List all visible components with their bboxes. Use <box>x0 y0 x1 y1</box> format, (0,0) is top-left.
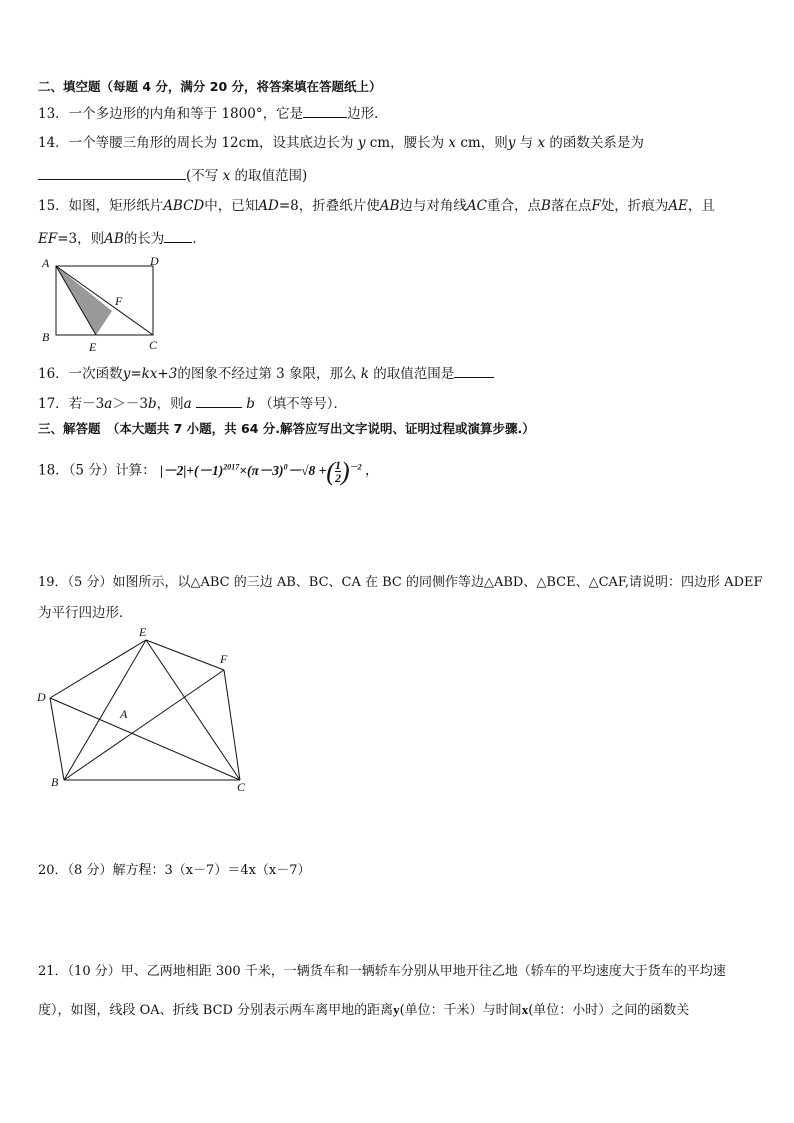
q15-text-6: 落在点 <box>550 198 592 214</box>
q17-text-d: （填不等号）． <box>259 396 347 412</box>
question-20: 20．（8 分）解方程：3（x－7）＝4x（x－7） <box>38 863 311 878</box>
q14-line2-b: 的取值范围) <box>234 168 308 184</box>
question-17 <box>38 394 347 413</box>
section-2-title: 二、填空题（每题 4 分，满分 20 分，将答案填在答题纸上） <box>38 79 382 94</box>
q16-answer-blank[interactable] <box>454 364 494 378</box>
q15-text-3: =8，折叠纸片使 <box>278 198 380 214</box>
question-14 <box>38 134 644 152</box>
q15-text-9: =3，则 <box>57 231 105 247</box>
q14-text-d: 与 <box>519 135 534 151</box>
q18-exp-1: 2017 <box>223 462 240 471</box>
question-13 <box>38 104 388 123</box>
q18-exp-2: 0 <box>283 462 288 471</box>
q14-var-x: x <box>448 135 457 151</box>
q18-part-1: |－2|+(－1) <box>160 462 224 478</box>
q14-var-x2: x <box>537 135 546 151</box>
question-16 <box>38 364 494 383</box>
q19-label-d: D <box>37 690 46 704</box>
q16-text-c: 的取值范围是 <box>373 366 455 382</box>
q15-label-d: D <box>150 254 159 268</box>
q15-abcd: ABCD <box>163 198 205 214</box>
question-15-line2 <box>38 229 206 248</box>
q15-text-1: 15．如图，矩形纸片 <box>38 198 164 214</box>
q19-parallelogram-figure <box>30 622 260 800</box>
question-14-line2 <box>38 166 307 185</box>
q17-text-a: 17．若－3 <box>38 396 105 412</box>
q17-a2: a <box>183 396 192 412</box>
q15-ef: EF <box>38 231 58 247</box>
q19-label-c: C <box>237 780 246 794</box>
question-21: 21．（10 分）甲、乙两地相距 300 千米，一辆货车和一辆轿车分别从甲地开往乙地（轿车的平均速度大于货车的平均速 <box>38 964 726 979</box>
q19-segment-bf <box>64 670 224 780</box>
q21-var-x: x <box>521 1002 529 1017</box>
q13-answer-blank[interactable] <box>303 104 347 118</box>
q14-line2-var: x <box>222 168 231 184</box>
q19-segment-fc <box>224 670 240 780</box>
q16-function: y=kx+3 <box>122 366 178 382</box>
q16-text-a: 16．一次函数 <box>38 366 123 382</box>
q16-k: k <box>360 366 369 382</box>
q15-text-4: 边与对角线 <box>399 198 467 214</box>
q15-text-7: 处，折痕为 <box>600 198 669 214</box>
q15-label-a: A <box>42 256 50 270</box>
q17-answer-blank[interactable] <box>196 394 242 408</box>
q18-label: 18．（5 分）计算： <box>38 462 156 479</box>
q16-text-b: 的图象不经过第 3 象限，那么 <box>177 366 357 382</box>
q15-ad: AD <box>258 198 279 214</box>
q15-text-5: 重合，点 <box>487 198 542 214</box>
q19-segment-ef <box>146 640 224 670</box>
q14-var-y2: y <box>507 135 516 151</box>
q19-segment-dc <box>50 698 240 780</box>
q14-text-b: cm，腰长为 <box>369 135 445 151</box>
q17-text-b: ＞－3 <box>112 396 148 412</box>
q15-label-f: F <box>115 294 123 308</box>
q15-ae: AE <box>668 198 688 214</box>
q15-shaded-triangle <box>56 266 112 335</box>
q21-text-b: (单位：千米）与时间 <box>399 1003 522 1018</box>
q19-segment-be <box>64 640 146 780</box>
q14-text-c: cm，则 <box>460 135 508 151</box>
q15-text-10: 的长为 <box>123 231 165 247</box>
q19-label-f: F <box>220 652 228 666</box>
q13-text-end: 边形． <box>347 106 388 122</box>
q15-diagonal-ac <box>56 266 153 335</box>
q18-exp-3: －2 <box>349 462 362 471</box>
q17-b1: b <box>147 396 157 412</box>
q14-text-e: 的函数关系是为 <box>549 135 644 151</box>
q19-segment-db <box>50 698 64 780</box>
q19-label-b: B <box>51 775 59 789</box>
question-18 <box>38 458 379 484</box>
q15-label-b: B <box>42 330 50 344</box>
q15-rectangle-figure <box>34 252 164 354</box>
q15-text-11: ． <box>192 231 206 247</box>
q15-ab2: AB <box>104 231 124 247</box>
q19-label-a: A <box>120 707 128 721</box>
question-21-line2 <box>38 1001 689 1020</box>
q15-b: B <box>541 198 551 214</box>
q19-label-e: E <box>139 625 147 639</box>
q15-text-8: ，且 <box>687 198 715 214</box>
q17-text-c: ，则 <box>156 396 184 412</box>
q14-line2-a: (不写 <box>186 168 219 184</box>
q21-text-a: 度），如图，线段 OA、折线 BCD 分别表示两车离甲地的距离 <box>38 1003 394 1018</box>
q18-part-2: ×(π－3) <box>239 462 284 478</box>
q17-a1: a <box>104 396 113 412</box>
q14-answer-blank[interactable] <box>38 166 186 180</box>
q18-tail: ， <box>365 462 379 479</box>
question-19: 19．（5 分）如图所示，以△ABC 的三边 AB、BC、CA 在 BC 的同侧作等边△ABD、△BCE、△CAF,请说明：四边形 ADEF <box>38 575 763 590</box>
q19-segment-de <box>50 640 146 698</box>
question-19-line2: 为平行四边形． <box>38 605 133 621</box>
q15-ac: AC <box>466 198 488 214</box>
q14-text-a: 14．一个等腰三角形的周长为 12cm，设其底边长为 <box>38 135 354 151</box>
q18-part-3: －√8 + <box>287 462 327 478</box>
q13-text: 13．一个多边形的内角和等于 1800°，它是 <box>38 106 304 122</box>
q18-numerator: 1 <box>334 457 341 472</box>
q18-formula: $|-2|+(-1)^{2017}\times(\pi-3)^0-√8$ +( $\frac{1}{2}$ )$^{-2}$ <box>160 456 362 486</box>
q21-text-c: (单位：小时）之间的函数关 <box>528 1003 690 1018</box>
q14-var-y: y <box>357 135 366 151</box>
q18-denominator: 2 <box>334 470 341 485</box>
q15-answer-blank[interactable] <box>164 229 192 243</box>
question-15 <box>38 197 715 215</box>
q17-b2: b <box>246 396 255 412</box>
section-3-title: 三、解答题 （本大题共 7 小题，共 64 分.解答应写出文字说明、证明过程或演算步骤.） <box>38 421 535 436</box>
q15-text-2: 中，已知 <box>204 198 259 214</box>
q15-f: F <box>591 198 601 214</box>
q15-ab: AB <box>379 198 400 214</box>
q21-var-y: y <box>393 1002 400 1017</box>
q15-label-e: E <box>89 340 97 354</box>
q15-label-c: C <box>149 338 158 352</box>
